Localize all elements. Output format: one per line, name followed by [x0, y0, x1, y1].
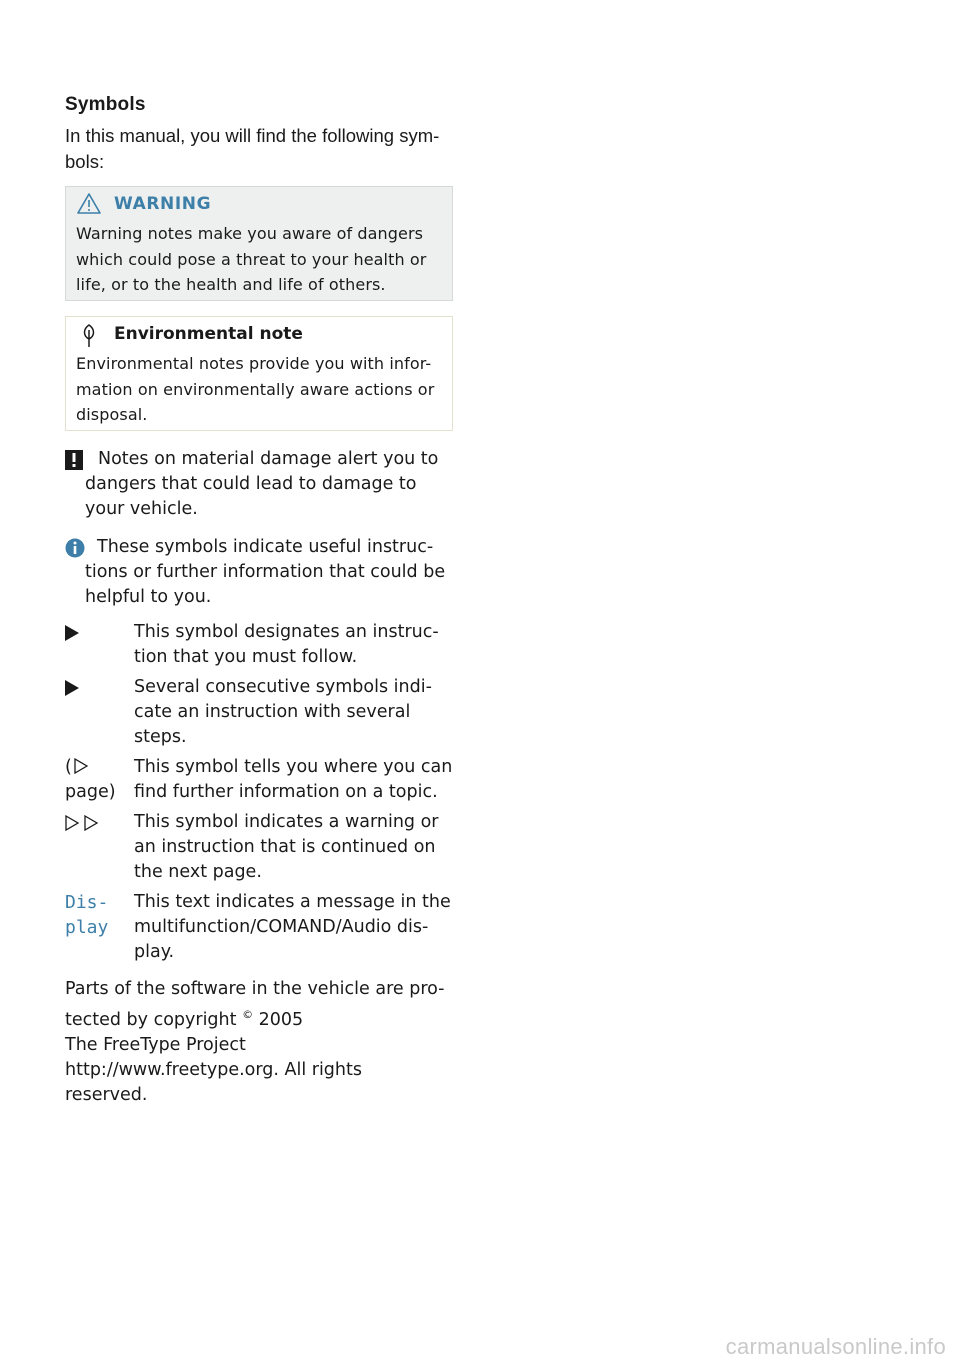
watermark: carmanualsonline.info: [725, 1334, 946, 1359]
section-heading: Symbols: [65, 94, 146, 115]
display-text-symbol: Dis‐ play: [65, 892, 109, 938]
symbol-row: [65, 755, 457, 805]
info-note: [65, 535, 457, 610]
symbol-description: This text indicates a message in the multifunction/COMAND/Audio dis-play.: [134, 892, 451, 962]
copyright-symbol: ©: [242, 1008, 254, 1021]
material-damage-note: [65, 447, 457, 522]
symbol-description: This symbol tells you where you can find further information on a topic.: [134, 757, 453, 802]
environmental-note-title: Environmental note: [114, 324, 303, 344]
arrow-right-filled-icon: [65, 620, 125, 649]
symbol-row: [65, 620, 457, 670]
environmental-note-box: [65, 316, 453, 431]
continued-icon: [65, 810, 125, 839]
warning-text: Warning notes make you aware of dangers which could pose a threat to your health or life, or to the health and life of others.: [76, 224, 427, 294]
symbol-description: This symbol indicates a warning or an instruction that is continued on the next page.: [134, 812, 439, 882]
info-icon: [65, 538, 85, 566]
environmental-note-text: Environmental notes provide you with infor-mation on environmentally aware actions or disposal.: [76, 354, 435, 424]
symbol-row: [65, 890, 457, 965]
material-damage-text: Notes on material damage alert you to dangers that could lead to damage to your vehicle.: [85, 449, 439, 519]
warning-title: WARNING: [114, 194, 212, 214]
warning-triangle-icon: [76, 192, 102, 216]
copyright-line: tected by copyright © 2005: [65, 1008, 304, 1030]
intro-paragraph: In this manual, you will find the following sym-bols:: [65, 125, 440, 172]
symbol-row: [65, 810, 457, 885]
copyright-line: reserved.: [65, 1084, 148, 1105]
copyright-line: The FreeType Project: [65, 1034, 246, 1055]
exclamation-icon: [65, 450, 83, 478]
leaf-icon: [76, 322, 102, 346]
arrow-right-filled-icon: [65, 675, 125, 704]
copyright-notice: [65, 977, 457, 1108]
copyright-line: Parts of the software in the vehicle are pro-: [65, 979, 445, 999]
page-reference-symbol: ( page): [65, 757, 116, 802]
warning-box: [65, 186, 453, 301]
symbol-description: This symbol designates an instruc-tion that you must follow.: [134, 622, 439, 667]
symbol-row: [65, 675, 457, 750]
symbol-description: Several consecutive symbols indi-cate an instruction with several steps.: [134, 677, 432, 747]
info-text: These symbols indicate useful instruc-tions or further information that could be helpful to you.: [85, 537, 446, 607]
page-reference-icon: [74, 758, 88, 774]
copyright-line: http://www.freetype.org. All rights: [65, 1059, 362, 1080]
